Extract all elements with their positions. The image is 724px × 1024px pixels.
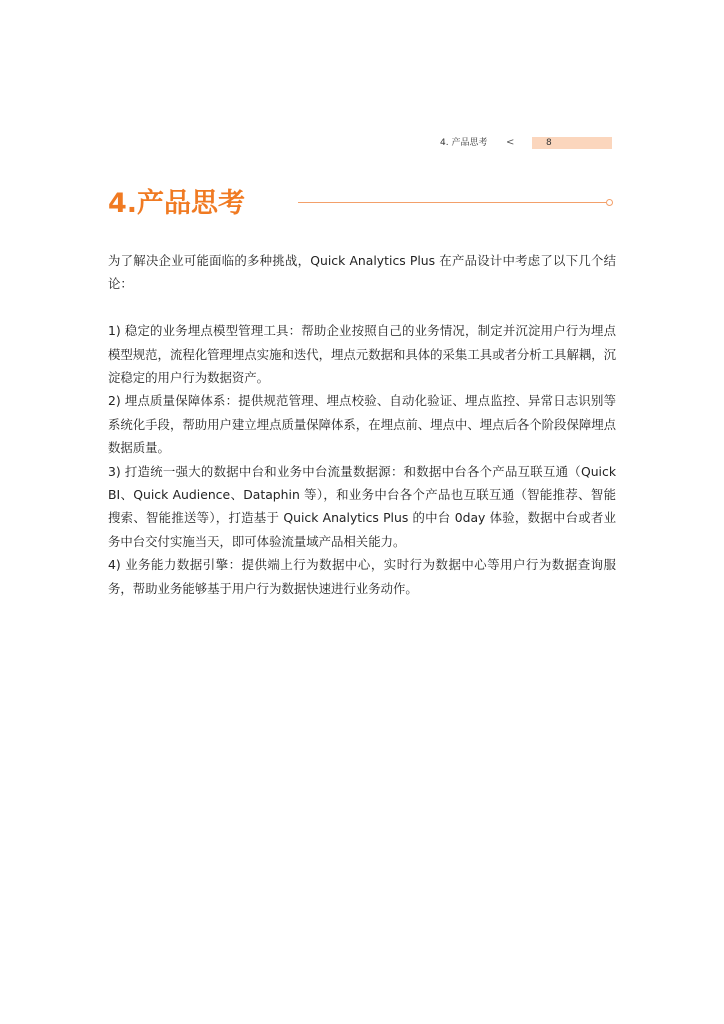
conclusion-item-2: 2) 埋点质量保障体系：提供规范管理、埋点校验、自动化验证、埋点监控、异常日志识别等系统化手段，帮助用户建立埋点质量保障体系，在埋点前、埋点中、埋点后各个阶段保障埋点数据质量。 [108,393,617,456]
page-number: 8 [546,138,552,148]
header-section-title: 4. 产品思考 [440,138,488,148]
body-content [108,249,616,600]
conclusion-item-1: 1) 稳定的业务埋点模型管理工具：帮助企业按照自己的业务情况，制定并沉淀用户行为埋点模型规范，流程化管理埋点实施和迭代，埋点元数据和具体的采集工具或者分析工具解耦，沉淀稳定的用户行为数据资产。 [108,323,617,386]
conclusion-item-3: 3) 打造统一强大的数据中台和业务中台流量数据源：和数据中台各个产品互联互通（Quick BI、Quick Audience、Dataphin 等），和业务中台各个产品也互联互通（智能推荐、智能搜索、智能推送等），打造基于 Quick Analytics Plus 的中台 0day 体验，数据中台或者业务中台交付实施当天，即可体验流量域产品相关能力。 [108,463,616,549]
page-number-box [532,137,612,149]
intro-paragraph: 为了解决企业可能面临的多种挑战，Quick Analytics Plus 在产品设计中考虑了以下几个结论： [108,253,616,292]
conclusion-item-4: 4) 业务能力数据引擎：提供端上行为数据中心，实时行为数据中心等用户行为数据查询服务，帮助业务能够基于用户行为数据快速进行业务动作。 [108,557,616,596]
title-divider [298,202,606,203]
page-title: 4.产品思考 [108,188,246,219]
running-header [440,136,612,150]
title-divider-end-dot [606,199,613,206]
chevron-left-icon: < [506,137,515,148]
